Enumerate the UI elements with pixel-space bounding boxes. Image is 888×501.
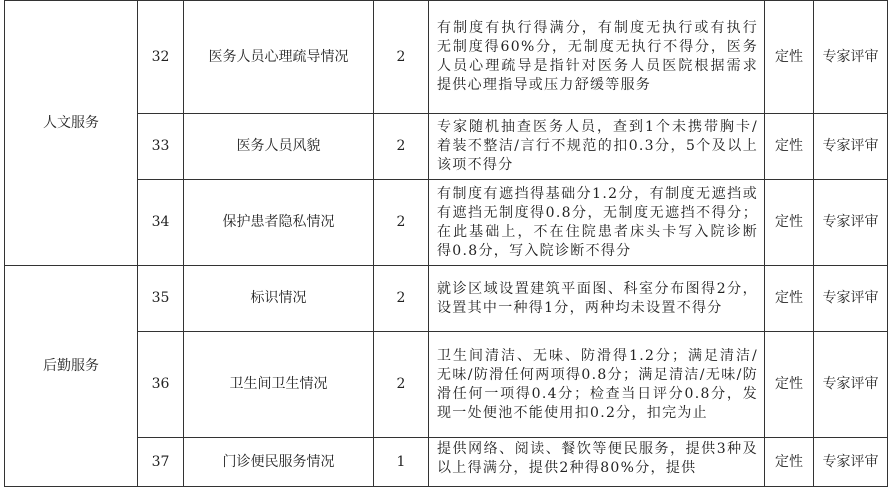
item-name: 保护患者隐私情况 — [184, 180, 374, 266]
item-name: 标识情况 — [184, 266, 374, 332]
assessment-method: 专家评审 — [814, 1, 888, 114]
assessment-type: 定性 — [765, 180, 814, 266]
criteria: 卫生间清洁、无味、防滑得1.2分；满足清洁/无味/防滑任何两项得0.8分；满足清洁/无味/防滑任何一项得0.4分；检查当日评分0.8分，发现一处便池不能使用扣0.2分，扣完为止 — [429, 332, 765, 438]
score: 2 — [374, 266, 429, 332]
criteria-cell — [429, 438, 765, 487]
assessment-type: 定性 — [765, 266, 814, 332]
row-number: 36 — [138, 332, 184, 438]
score: 2 — [374, 1, 429, 114]
score: 2 — [374, 180, 429, 266]
row-number: 32 — [138, 1, 184, 114]
table-row — [5, 332, 888, 438]
assessment-method: 专家评审 — [814, 332, 888, 438]
table-row — [5, 266, 888, 332]
assessment-method: 专家评审 — [814, 114, 888, 180]
criteria: 提供网络、阅读、餐饮等便民服务，提供3种及以上得满分，提供2种得80%分，提供 — [437, 441, 758, 476]
row-number: 33 — [138, 114, 184, 180]
row-number: 34 — [138, 180, 184, 266]
item-name: 医务人员风貌 — [184, 114, 374, 180]
row-number: 37 — [138, 438, 184, 487]
category-label: 后勤服务 — [43, 357, 99, 374]
assessment-type: 定性 — [765, 1, 814, 114]
score: 1 — [374, 438, 429, 487]
assessment-type: 定性 — [765, 332, 814, 438]
row-number: 35 — [138, 266, 184, 332]
table-row — [5, 438, 888, 487]
item-name: 门诊便民服务情况 — [184, 438, 374, 487]
assessment-method: 专家评审 — [814, 180, 888, 266]
score: 2 — [374, 114, 429, 180]
assessment-method: 专家评审 — [814, 438, 888, 487]
category-label: 人文服务 — [43, 114, 99, 131]
category-cell — [5, 266, 138, 487]
assessment-type: 定性 — [765, 438, 814, 487]
item-name: 医务人员心理疏导情况 — [184, 1, 374, 114]
table-row — [5, 114, 888, 180]
table-row — [5, 180, 888, 266]
item-name: 卫生间卫生情况 — [184, 332, 374, 438]
score: 2 — [374, 332, 429, 438]
category-cell — [5, 1, 138, 266]
criteria: 就诊区域设置建筑平面图、科室分布图得2分，设置其中一种得1分，两种均未设置不得分 — [429, 266, 765, 332]
criteria: 有制度有执行得满分，有制度无执行或有执行无制度得60%分，无制度无执行不得分，医务人员心理疏导是指针对医务人员医院根据需求提供心理指导或压力舒缓等服务 — [429, 1, 765, 114]
assessment-type: 定性 — [765, 114, 814, 180]
assessment-method: 专家评审 — [814, 266, 888, 332]
evaluation-table — [4, 0, 888, 487]
criteria: 有制度有遮挡得基础分1.2分，有制度无遮挡或有遮挡无制度得0.8分，无制度无遮挡不得分；在此基础上，不在住院患者床头卡写入院诊断得0.8分，写入院诊断不得分 — [429, 180, 765, 266]
criteria: 专家随机抽查医务人员，查到1个未携带胸卡/着装不整洁/言行不规范的扣0.3分，5个及以上该项不得分 — [429, 114, 765, 180]
table-row — [5, 1, 888, 114]
